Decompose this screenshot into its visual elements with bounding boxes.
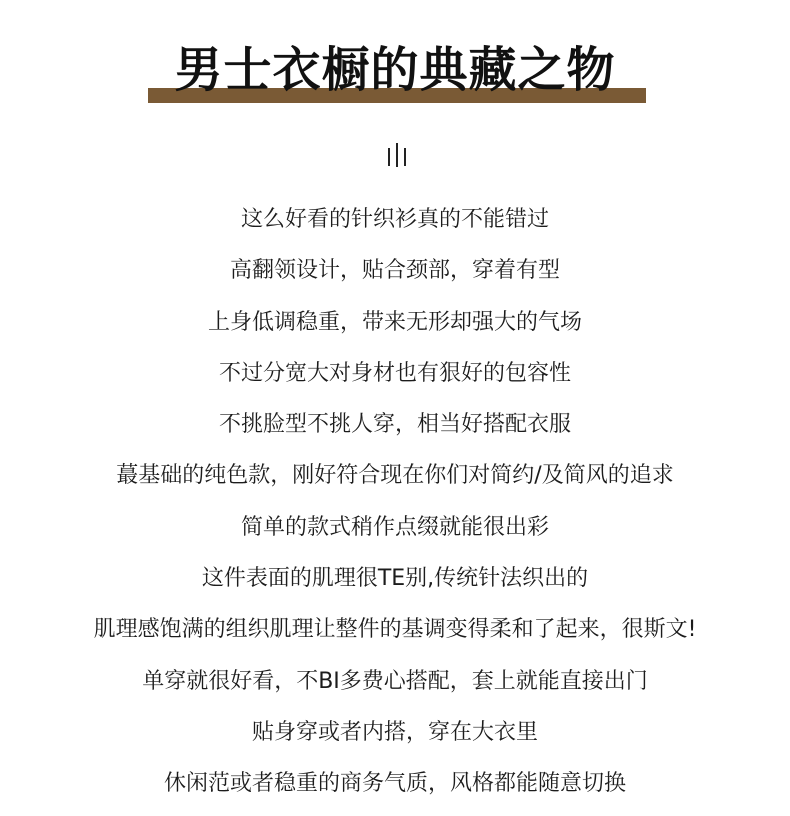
- description-line: 蕞基础的纯色款，刚好符合现在你们对简约/及简风的追求: [116, 463, 674, 489]
- description-lines: [0, 200, 790, 816]
- description-line: 这件表面的肌理很TE别,传统针法织出的: [201, 566, 589, 592]
- description-line: 单穿就很好看，不BI多费心搭配，套上就能直接出门: [142, 668, 648, 694]
- page-title: 男士衣橱的典藏之物: [174, 42, 616, 98]
- description-line: 上身低调稳重，带来无形却强大的气场: [207, 309, 582, 335]
- description-line: 不挑脸型不挑人穿，相当好搭配衣服: [218, 412, 571, 438]
- description-line: 不过分宽大对身材也有狠好的包容性: [218, 360, 571, 386]
- description-line: 肌理感饱满的组织肌理让整件的基调变得柔和了起来，很斯文!: [93, 617, 697, 643]
- description-line: 简单的款式稍作点缀就能很出彩: [240, 514, 549, 540]
- description-line: 高翻领设计，贴合颈部，穿着有型: [229, 258, 560, 284]
- description-line: 贴身穿或者内搭，穿在大衣里: [251, 719, 538, 745]
- description-line: 这么好看的针织衫真的不能错过: [240, 207, 549, 232]
- title-section: [0, 32, 790, 112]
- three-vertical-lines-icon: [385, 140, 409, 170]
- description-line: 休闲范或者稳重的商务气质，风格都能随意切换: [163, 771, 626, 797]
